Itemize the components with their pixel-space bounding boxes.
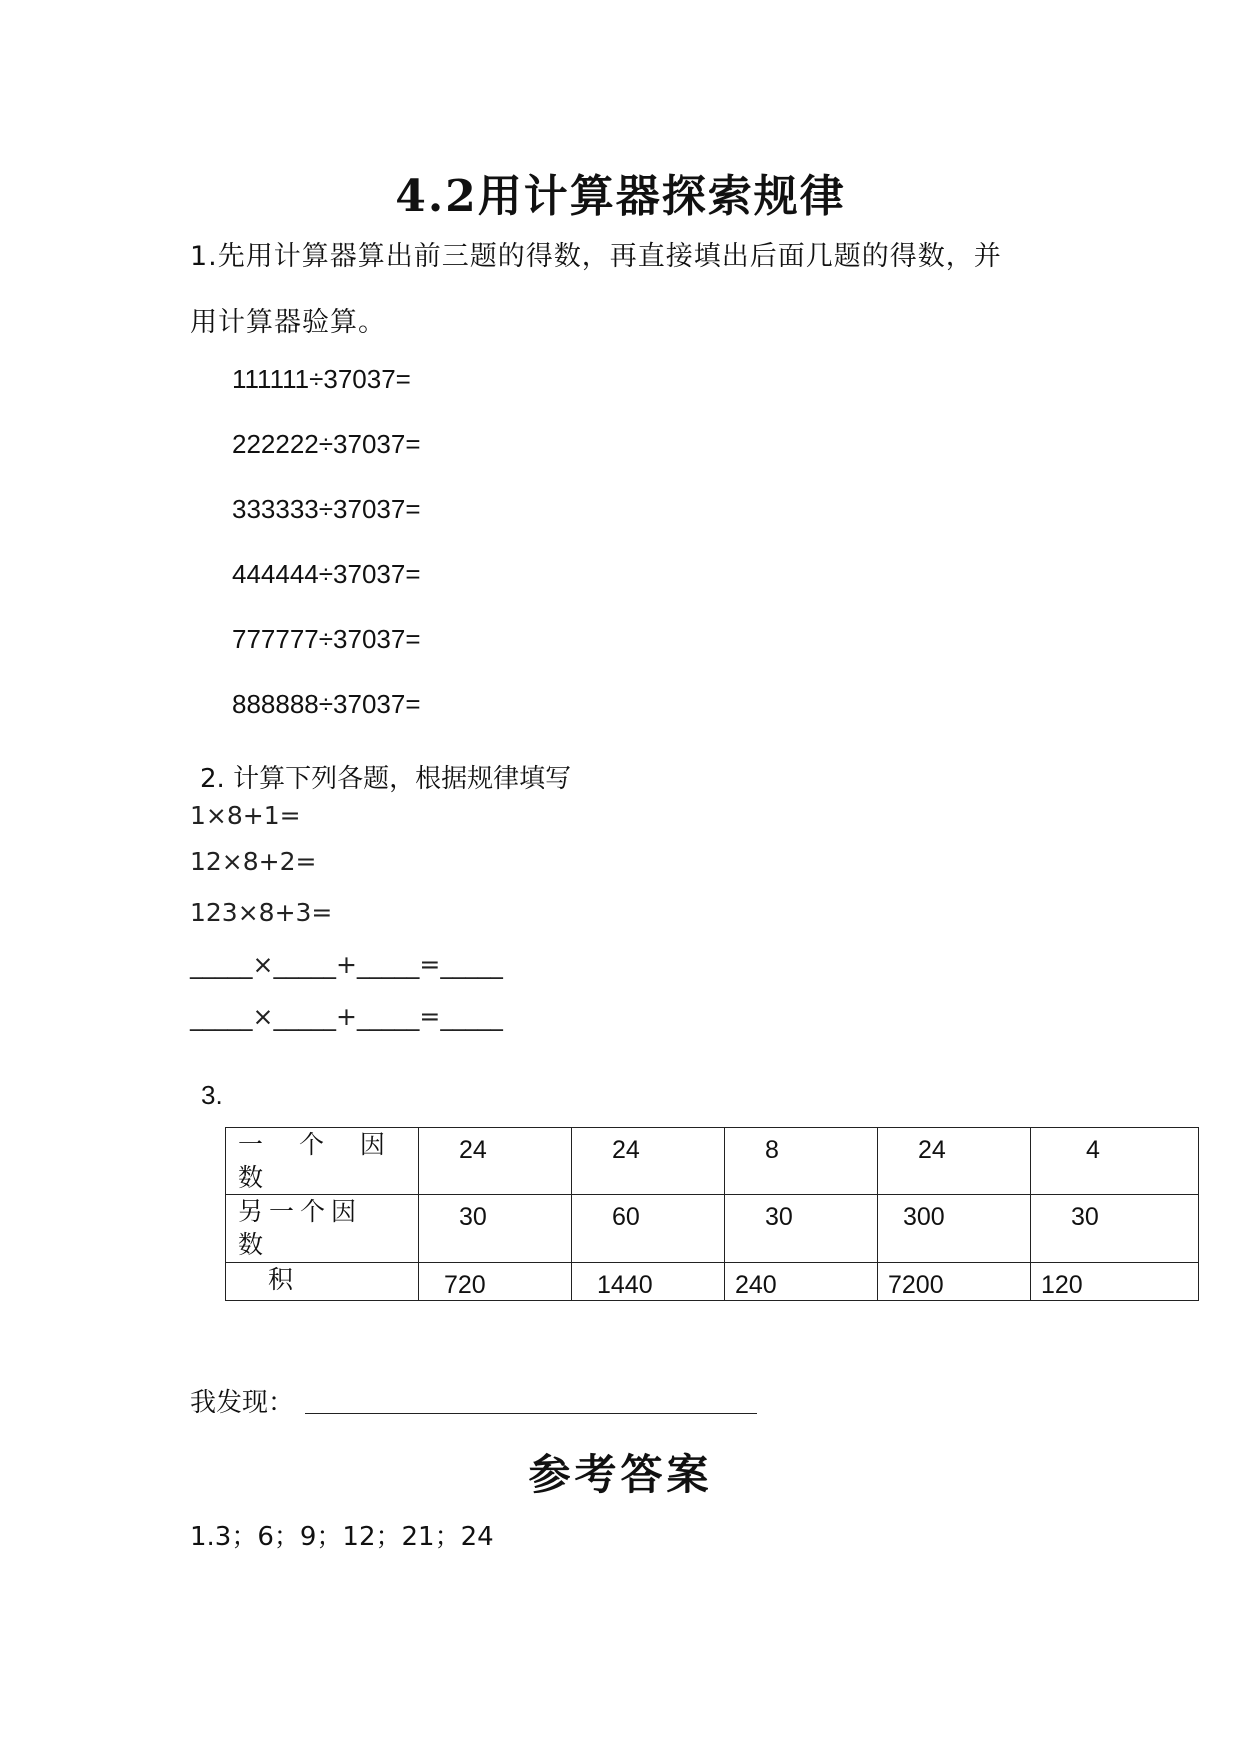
q2-equation: 1×8+1= bbox=[190, 801, 301, 830]
q1-equation: 777777÷37037= bbox=[232, 624, 421, 654]
q1-equation: 888888÷37037= bbox=[232, 689, 421, 719]
table-cell: 30 bbox=[419, 1195, 572, 1263]
table-cell: 24 bbox=[878, 1128, 1031, 1195]
answers-title: 参考答案 bbox=[528, 1450, 713, 1499]
q1-equation: 333333÷37037= bbox=[232, 494, 421, 524]
question-3-number: 3. bbox=[201, 1080, 223, 1110]
table-cell: 30 bbox=[1031, 1195, 1199, 1263]
q1-equation: 111111÷37037= bbox=[232, 364, 411, 394]
q2-equation: 12×8+2= bbox=[190, 847, 317, 876]
row-header bbox=[226, 1128, 419, 1195]
row-header bbox=[226, 1263, 419, 1301]
q1-equation: 444444÷37037= bbox=[232, 559, 421, 589]
table-cell: 240 bbox=[725, 1263, 878, 1301]
page-title: 4.2用计算器探索规律 bbox=[395, 171, 846, 222]
table-cell: 8 bbox=[725, 1128, 878, 1195]
question-1-text-line2: 用计算器验算。 bbox=[190, 307, 386, 338]
row-header-line: 数 bbox=[238, 1163, 264, 1192]
table-row bbox=[226, 1128, 1199, 1195]
q1-equation: 222222÷37037= bbox=[232, 429, 421, 459]
row-header bbox=[226, 1195, 419, 1263]
factor-product-table bbox=[225, 1127, 1199, 1301]
table-cell: 60 bbox=[572, 1195, 725, 1263]
table-cell: 24 bbox=[572, 1128, 725, 1195]
question-2-heading: 2. 计算下列各题，根据规律填写 bbox=[200, 764, 572, 794]
table-cell: 120 bbox=[1031, 1263, 1199, 1301]
answer-line-1: 1.3；6；9；12；21；24 bbox=[190, 1522, 494, 1552]
q2-blank-line: _____×_____+_____=_____ bbox=[190, 950, 503, 979]
table-cell: 300 bbox=[878, 1195, 1031, 1263]
q2-equation: 123×8+3= bbox=[190, 898, 333, 927]
row-header-line: 另一个因 bbox=[238, 1197, 363, 1226]
table-cell: 720 bbox=[419, 1263, 572, 1301]
row-header-line: 数 bbox=[238, 1230, 264, 1259]
row-header-line: 一 个 因 bbox=[238, 1130, 399, 1159]
table-cell: 1440 bbox=[572, 1263, 725, 1301]
table-cell: 30 bbox=[725, 1195, 878, 1263]
table-cell: 4 bbox=[1031, 1128, 1199, 1195]
finding-label: 我发现： bbox=[190, 1388, 295, 1418]
table-row bbox=[226, 1195, 1199, 1263]
table-cell: 7200 bbox=[878, 1263, 1031, 1301]
row-header-line: 积 bbox=[268, 1265, 294, 1294]
table-cell: 24 bbox=[419, 1128, 572, 1195]
q2-blank-line: _____×_____+_____=_____ bbox=[190, 1002, 503, 1031]
question-1-text-line1: 1.先用计算器算出前三题的得数，再直接填出后面几题的得数，并 bbox=[190, 241, 1002, 272]
finding-answer-line[interactable] bbox=[305, 1413, 757, 1414]
table-row bbox=[226, 1263, 1199, 1301]
